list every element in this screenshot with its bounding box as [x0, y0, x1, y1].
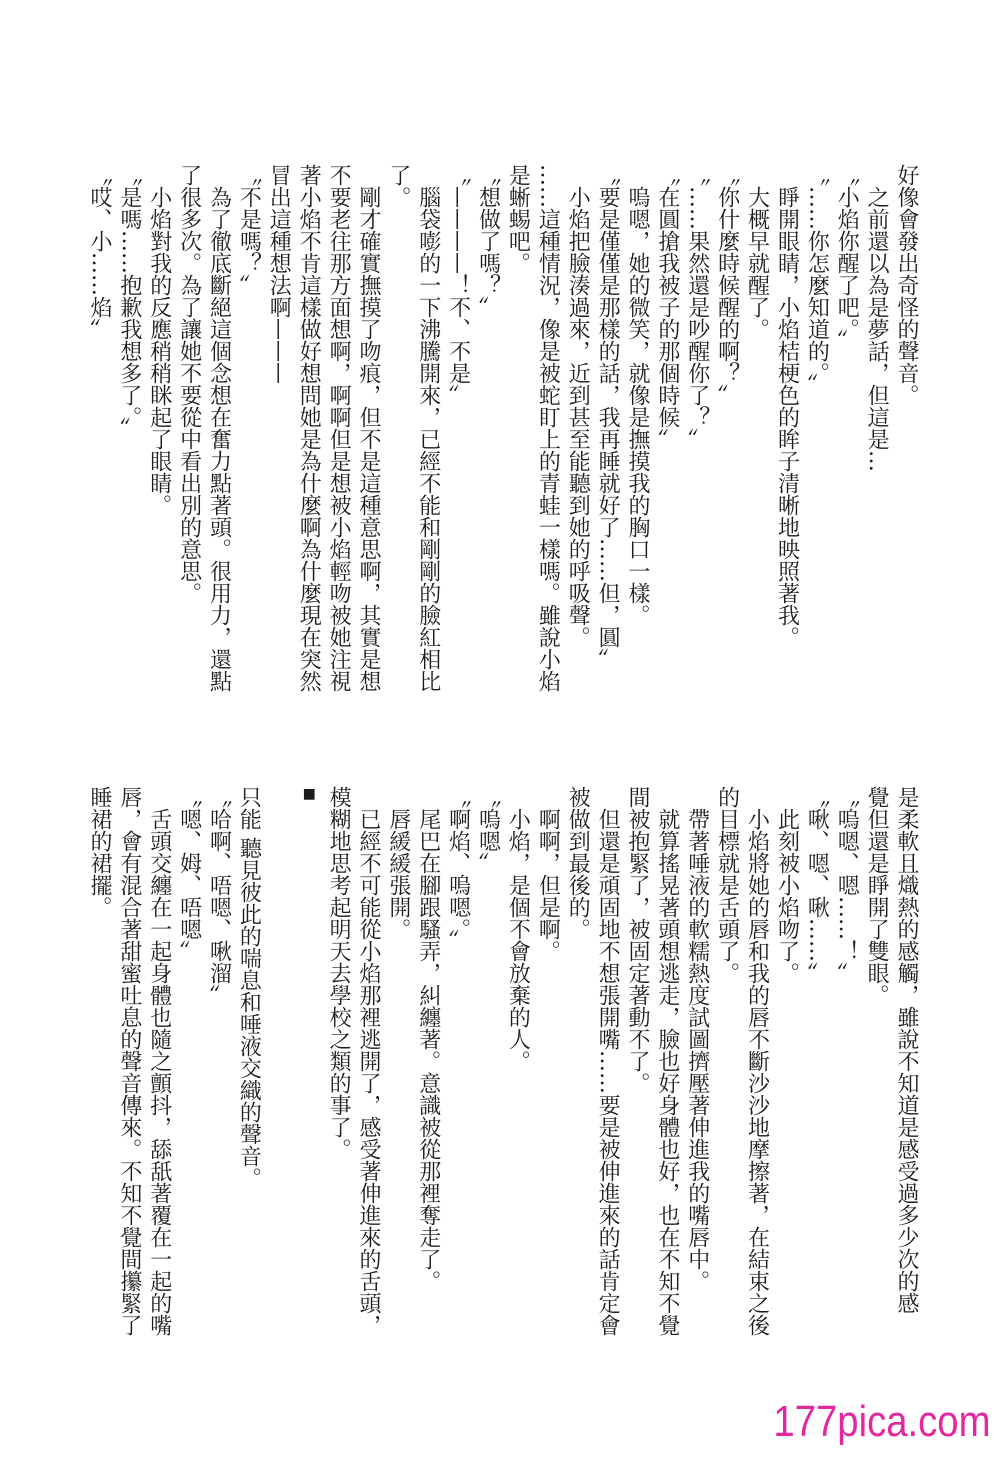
- text-column: 小焰將她的唇和我的唇不斷沙沙地摩擦著，在結束之後: [744, 786, 770, 1336]
- text-column: 〝不是嗎？〞: [236, 164, 262, 296]
- text-column: 〝嗯、姆、唔嗯〞: [176, 786, 202, 962]
- text-column: 的目標就是舌頭了。: [714, 786, 740, 984]
- text-column: 冒出這種想法啊———: [266, 164, 292, 384]
- text-column: 不要老往那方面想啊，啊啊但是想被小焰輕吻被她注視: [326, 164, 352, 692]
- text-column: 小焰對我的反應稍稍眯起了眼睛。: [146, 164, 172, 516]
- text-column: 啊啊，但是啊。: [535, 786, 561, 962]
- text-column: 是蜥蜴吧。: [505, 164, 531, 274]
- text-column: 嗚嗯，她的微笑，就像是撫摸我的胸口一樣。: [624, 164, 650, 626]
- upper-text-block: [83, 164, 921, 724]
- text-column: 〝嗚嗯、嗯……！〞: [834, 786, 860, 984]
- text-column: 〝……果然還是吵醒你了？〞: [684, 164, 710, 450]
- text-column: 就算搖晃著頭想逃走，臉也好身體也好，也在不知不覺: [654, 786, 680, 1336]
- text-column: ……這種情況，像是被蛇盯上的青蛙一樣嗎。雖說小焰: [535, 164, 561, 692]
- text-column: 小焰，是個不會放棄的人。: [505, 786, 531, 1072]
- text-column: 唇，會有混合著甜蜜吐息的聲音傳來。不知不覺間攥緊了: [116, 786, 142, 1336]
- watermark: 177pica.com: [772, 1397, 990, 1446]
- text-column: 帶著唾液的軟糯熱度試圖擠壓著伸進我的嘴唇中。: [684, 786, 710, 1292]
- text-column: 大概早就醒了。: [744, 164, 770, 340]
- text-column: 已經不可能從小焰那裡逃開了，感受著伸進來的舌頭，: [355, 786, 381, 1336]
- text-column: 〝要是僅僅是那樣的話，我再睡就好了……但，圓〞: [595, 164, 621, 670]
- text-column: 此刻被小焰吻了。: [774, 786, 800, 984]
- text-column: 〝嗚嗯〞: [475, 786, 501, 874]
- text-column: 了。: [385, 164, 411, 208]
- text-column: 了很多次。為了讓她不要從中看出別的意思。: [176, 164, 202, 604]
- text-column: 腦袋嘭的一下沸騰開來，已經不能和剛剛的臉紅相比: [415, 164, 441, 692]
- text-column: 〝……你怎麼知道的。〞: [804, 164, 830, 395]
- text-column: 好像會發出奇怪的聲音。: [894, 164, 919, 406]
- text-column: 但還是頑固地不想張開嘴……要是被伸進來的話肯定會: [595, 786, 621, 1336]
- text-column: 小焰把臉湊過來，近到甚至能聽到她的呼吸聲。: [565, 164, 591, 648]
- text-column: 模糊地思考起明天去學校之類的事了。: [326, 786, 352, 1160]
- text-column: 間被抱緊了，被固定著動不了。: [624, 786, 650, 1094]
- text-column: 著小焰不肯這樣做好想問她是為什麼啊為什麼現在突然: [296, 164, 322, 692]
- text-column: 〝是嗎……抱歉我想多了。〞: [116, 164, 142, 439]
- text-column: 尾巴在腳跟騷弄，糾纏著。意識被從那裡奪走了。: [415, 786, 441, 1292]
- text-column: 覺但還是睜開了雙眼。: [864, 786, 890, 1006]
- text-column: 〝哎、小……焰〞: [86, 164, 112, 340]
- text-column: 為了徹底斷絕這個念想在奮力點著頭。很用力，還點: [206, 164, 232, 692]
- text-column: 睜開眼睛，小焰桔梗色的眸子清晰地映照著我。: [774, 164, 800, 648]
- text-column: 〝啊焰、嗚嗯。〞: [445, 786, 471, 951]
- text-column: 是柔軟且熾熱的感觸，雖說不知道是感受過多少次的感: [894, 786, 919, 1314]
- text-column: 之前還以為是夢話，但這是…: [864, 164, 890, 472]
- text-column: 唇緩緩張開。: [385, 786, 411, 940]
- text-column: 被做到最後的。: [565, 786, 591, 940]
- text-column: 剛才確實撫摸了吻痕，但不是這種意思啊，其實是想: [355, 164, 381, 692]
- text-column: 舌頭交纏在一起身體也隨之顫抖，舔舐著覆在一起的嘴: [146, 786, 172, 1336]
- text-column: 〝哈啊、唔嗯、啾溜〞: [206, 786, 232, 1006]
- blank-line: [263, 786, 293, 1346]
- text-column: 〝想做了嗎？〞: [475, 164, 501, 318]
- text-column: 〝————！不、不是〞: [445, 164, 471, 406]
- lower-text-block: [83, 786, 921, 1346]
- text-column: 睡裙的裙擺。: [86, 786, 112, 918]
- text-column: 只能 聽見彼此的喘息和唾液交織的聲音。: [236, 786, 262, 1189]
- text-column: 〝啾、嗯、啾……〞: [804, 786, 830, 984]
- text-column: 〝小焰你醒了吧。〞: [834, 164, 860, 351]
- section-break-marker: ■: [301, 786, 318, 802]
- text-column: 〝你什麼時候醒的啊？〞: [714, 164, 740, 406]
- text-column: 〝在圓搶我被子的那個時候〞: [654, 164, 680, 450]
